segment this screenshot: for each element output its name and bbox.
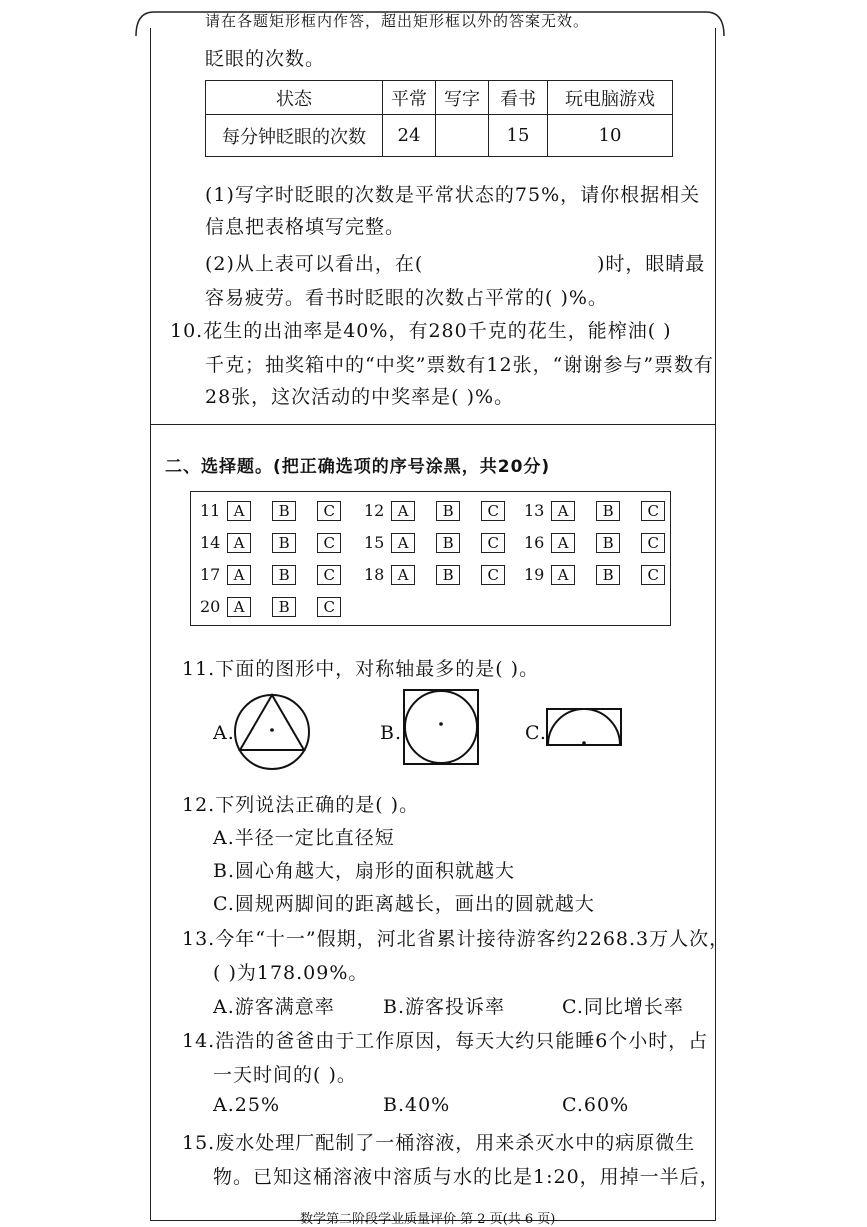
intro-line: 眨眼的次数。 <box>205 48 326 70</box>
table-cell: 24 <box>383 115 436 157</box>
q13-option-b: B.游客投诉率 <box>383 996 506 1018</box>
section2-title: 二、选择题。(把正确选项的序号涂黑，共20分) <box>165 457 551 477</box>
option-bubble-b[interactable]: B <box>272 533 296 553</box>
option-bubble-a[interactable]: A <box>551 533 575 553</box>
question-number: 15 <box>364 533 385 552</box>
option-bubble-b[interactable]: B <box>596 501 620 521</box>
question-number: 13 <box>524 501 545 520</box>
answer-row <box>524 500 681 521</box>
q9-part1-line2: 信息把表格填写完整。 <box>205 216 406 238</box>
option-bubble-a[interactable]: A <box>227 533 251 553</box>
option-bubble-c[interactable]: C <box>481 565 505 585</box>
blink-table <box>205 80 673 157</box>
q14-line2: 一天时间的( )。 <box>213 1064 357 1086</box>
option-bubble-c[interactable]: C <box>641 501 665 521</box>
section-divider <box>150 424 716 425</box>
question-number: 19 <box>524 565 545 584</box>
q10-line1: 10.花生的出油率是40%，有280千克的花生，能榨油( ) <box>170 320 672 342</box>
question-number: 20 <box>200 597 221 616</box>
q10-line2: 千克；抽奖箱中的“中奖”票数有12张，“谢谢参与”票数有 <box>205 354 715 376</box>
option-bubble-b[interactable]: B <box>272 597 296 617</box>
question-number: 11 <box>200 501 221 520</box>
q11-label-a: A. <box>213 722 235 744</box>
page-footer: 数学第二阶段学业质量评价 第 2 页(共 6 页) <box>300 1212 556 1227</box>
option-bubble-c[interactable]: C <box>317 565 341 585</box>
option-bubble-b[interactable]: B <box>436 501 460 521</box>
question-number: 18 <box>364 565 385 584</box>
table-row-label: 每分钟眨眼的次数 <box>206 115 383 157</box>
q12-option-c: C.圆规两脚间的距离越长，画出的圆就越大 <box>213 893 595 915</box>
option-bubble-b[interactable]: B <box>272 565 296 585</box>
table-cell: 10 <box>548 115 673 157</box>
option-bubble-a[interactable]: A <box>551 501 575 521</box>
q12-option-b: B.圆心角越大，扇形的面积就越大 <box>213 860 516 882</box>
option-bubble-b[interactable]: B <box>272 501 296 521</box>
option-bubble-c[interactable]: C <box>641 565 665 585</box>
q13-line2: ( )为178.09%。 <box>213 962 369 984</box>
answer-row <box>524 564 681 585</box>
option-bubble-c[interactable]: C <box>317 597 341 617</box>
option-bubble-c[interactable]: C <box>641 533 665 553</box>
option-bubble-b[interactable]: B <box>436 533 460 553</box>
answer-row <box>364 564 521 585</box>
square-with-circle-icon <box>402 688 480 766</box>
answer-row <box>200 596 357 617</box>
option-bubble-c[interactable]: C <box>481 501 505 521</box>
q11-label-c: C. <box>525 722 547 744</box>
q11-stem: 11.下面的图形中，对称轴最多的是( )。 <box>182 658 540 680</box>
option-bubble-c[interactable]: C <box>317 501 341 521</box>
q14-option-a: A.25% <box>213 1094 280 1116</box>
option-bubble-c[interactable]: C <box>481 533 505 553</box>
option-bubble-a[interactable]: A <box>551 565 575 585</box>
q14-line1: 14.浩浩的爸爸由于工作原因，每天大约只能睡6个小时，占 <box>182 1030 709 1052</box>
question-number: 14 <box>200 533 221 552</box>
question-number: 12 <box>364 501 385 520</box>
table-header: 平常 <box>383 81 436 115</box>
header-notice: 请在各题矩形框内作答，超出矩形框以外的答案无效。 <box>205 12 590 30</box>
answer-row <box>200 500 357 521</box>
option-bubble-c[interactable]: C <box>317 533 341 553</box>
q14-option-c: C.60% <box>562 1094 630 1116</box>
question-number: 16 <box>524 533 545 552</box>
question-number: 17 <box>200 565 221 584</box>
q11-label-b: B. <box>380 722 403 744</box>
answer-row <box>364 500 521 521</box>
option-bubble-a[interactable]: A <box>227 565 251 585</box>
circle-with-triangle-icon <box>232 692 312 772</box>
q9-part1-line1: (1)写字时眨眼的次数是平常状态的75%，请你根据相关 <box>205 184 701 206</box>
q15-line2: 物。已知这桶溶液中溶质与水的比是1:20，用掉一半后， <box>213 1166 720 1188</box>
q15-line1: 15.废水处理厂配制了一桶溶液，用来杀灭水中的病原微生 <box>182 1132 696 1154</box>
table-header: 玩电脑游戏 <box>548 81 673 115</box>
q14-option-b: B.40% <box>383 1094 451 1116</box>
q13-option-c: C.同比增长率 <box>562 996 684 1018</box>
option-bubble-a[interactable]: A <box>227 501 251 521</box>
answer-row <box>200 532 357 553</box>
table-header: 状态 <box>206 81 383 115</box>
q10-line3: 28张，这次活动的中奖率是( )%。 <box>205 386 515 408</box>
q13-option-a: A.游客满意率 <box>213 996 335 1018</box>
q9-part2-line2: 容易疲劳。看书时眨眼的次数占平常的( )%。 <box>205 287 608 309</box>
table-cell-blank[interactable] <box>436 115 489 157</box>
option-bubble-b[interactable]: B <box>596 533 620 553</box>
answer-row <box>200 564 357 585</box>
table-cell: 15 <box>489 115 548 157</box>
answer-row <box>524 532 681 553</box>
option-bubble-b[interactable]: B <box>596 565 620 585</box>
rectangle-with-semicircle-icon <box>545 707 623 747</box>
answer-row <box>364 532 521 553</box>
q12-stem: 12.下列说法正确的是( )。 <box>182 794 420 816</box>
option-bubble-a[interactable]: A <box>391 533 415 553</box>
option-bubble-a[interactable]: A <box>391 501 415 521</box>
option-bubble-a[interactable]: A <box>227 597 251 617</box>
option-bubble-b[interactable]: B <box>436 565 460 585</box>
q12-option-a: A.半径一定比直径短 <box>213 827 395 849</box>
q9-part2-line1-a: (2)从上表可以看出，在( <box>205 253 424 275</box>
option-bubble-a[interactable]: A <box>391 565 415 585</box>
table-header: 看书 <box>489 81 548 115</box>
q13-line1: 13.今年“十一”假期，河北省累计接待游客约2268.3万人次， <box>182 928 730 950</box>
table-header: 写字 <box>436 81 489 115</box>
q9-part2-line1-b: )时，眼睛最 <box>597 253 706 275</box>
